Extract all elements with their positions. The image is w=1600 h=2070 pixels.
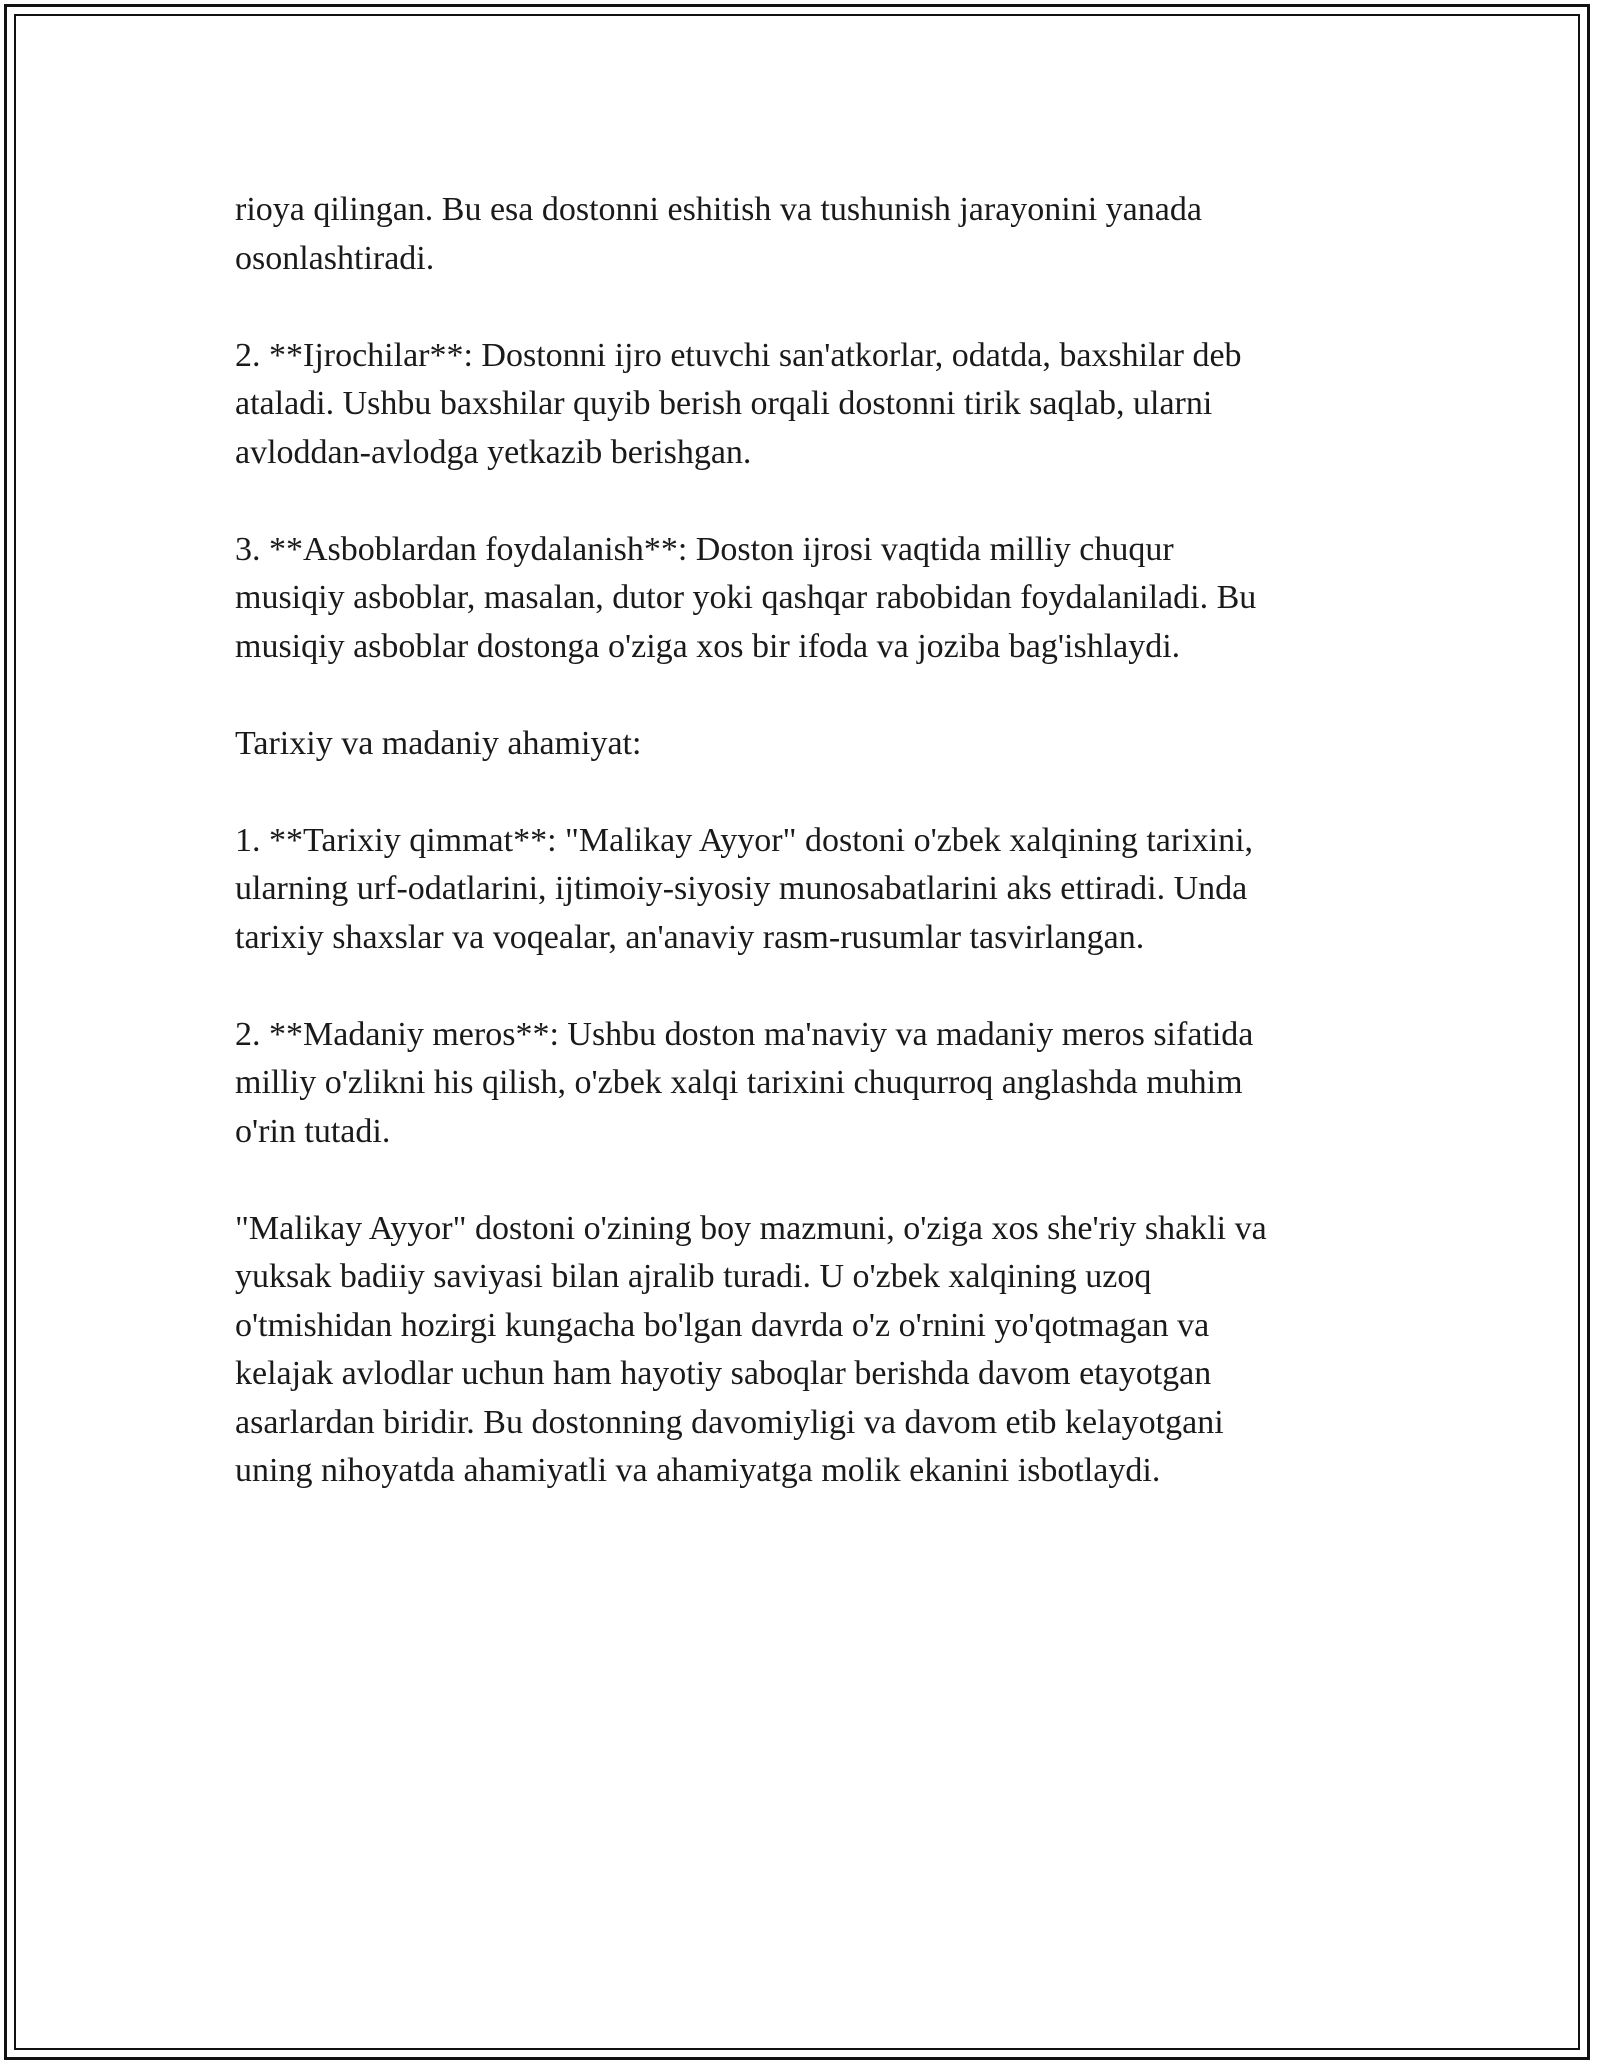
paragraph-conclusion [235, 1205, 1365, 1496]
text-line: kelajak avlodlar uchun ham hayotiy saboqlar berishda davom etayotgan [235, 1355, 1212, 1392]
paragraph-historical-value [235, 817, 1365, 963]
text-line: o'rin tutadi. [235, 1112, 391, 1150]
text-line: o'tmishidan hozirgi kungacha bo'lgan davrda o'z o'rnini yo'qotmagan va [235, 1306, 1210, 1344]
text-line: rioya qilingan. Bu esa dostonni eshitish va tushunish jarayonini yanada [235, 191, 1202, 228]
text-line: 2. **Madaniy meros**: Ushbu doston ma'naviy va madaniy meros sifatida [235, 1015, 1254, 1053]
section-heading [235, 720, 1365, 769]
document-body [235, 186, 1365, 1544]
text-line: osonlashtiradi. [235, 239, 435, 277]
text-line: asarlardan biridir. Bu dostonning davomiyligi va davom etib kelayotgani [235, 1403, 1224, 1441]
text-line: 1. **Tarixiy qimmat**: "Malikay Ayyor" dostoni o'zbek xalqining tarixini, [235, 821, 1254, 859]
text-line: ataladi. Ushbu baxshilar quyib berish orqali dostonni tirik saqlab, ularni [235, 385, 1213, 422]
text-line: musiqiy asboblar, masalan, dutor yoki qashqar rabobidan foydalaniladi. Bu [235, 579, 1257, 616]
text-line: tarixiy shaxslar va voqealar, an'anaviy rasm-rusumlar tasvirlangan. [235, 918, 1145, 956]
paragraph-cultural-heritage [235, 1011, 1365, 1157]
text-line: ularning urf-odatlarini, ijtimoiy-siyosiy munosabatlarini aks ettiradi. Unda [235, 870, 1248, 907]
text-line: musiqiy asboblar dostonga o'ziga xos bir ifoda va joziba bag'ishlaydi. [235, 627, 1181, 665]
text-line: Tarixiy va madaniy ahamiyat: [235, 724, 642, 762]
text-line: milliy o'zlikni his qilish, o'zbek xalqi tarixini chuqurroq anglashda muhim [235, 1064, 1243, 1101]
text-line: yuksak badiiy saviyasi bilan ajralib turadi. U o'zbek xalqining uzoq [235, 1258, 1152, 1295]
paragraph-instruments [235, 526, 1365, 672]
paragraph-continuation [235, 186, 1365, 283]
text-line: 2. **Ijrochilar**: Dostonni ijro etuvchi san'atkorlar, odatda, baxshilar deb [235, 336, 1242, 374]
text-line: 3. **Asboblardan foydalanish**: Doston ijrosi vaqtida milliy chuqur [235, 530, 1174, 568]
paragraph-performers [235, 332, 1365, 478]
text-line: uning nihoyatda ahamiyatli va ahamiyatga molik ekanini isbotlaydi. [235, 1452, 1161, 1489]
text-line: avloddan-avlodga yetkazib berishgan. [235, 433, 752, 471]
text-line: "Malikay Ayyor" dostoni o'zining boy mazmuni, o'ziga xos she'riy shakli va [235, 1209, 1267, 1247]
